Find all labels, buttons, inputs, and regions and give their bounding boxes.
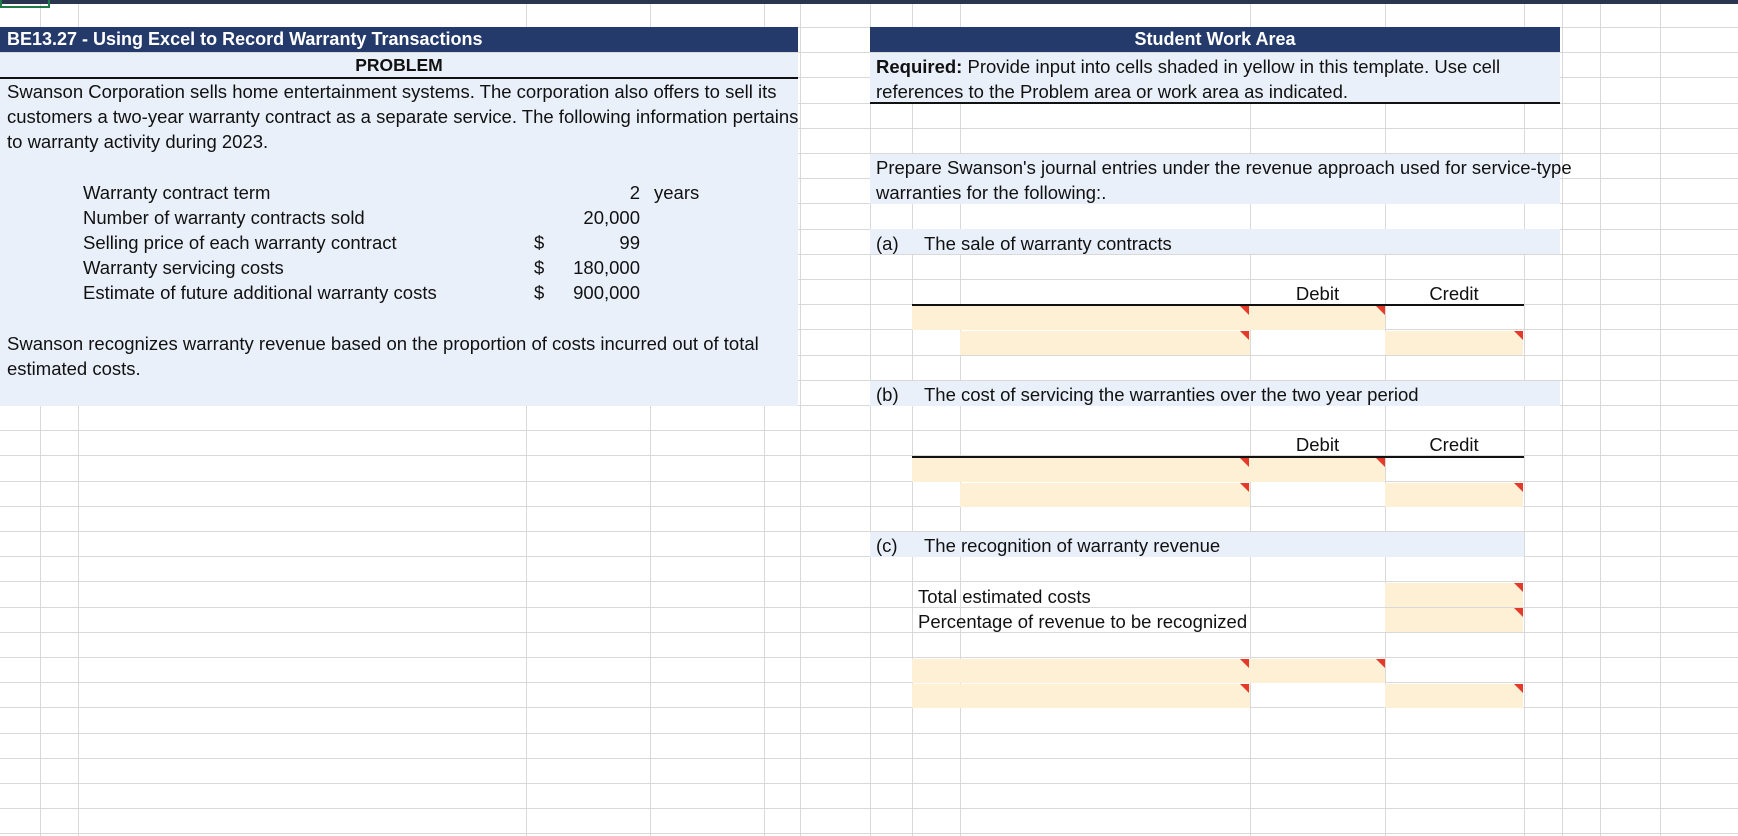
part-c-credit-amount-input[interactable] <box>1385 684 1523 708</box>
item-value-future-costs: 900,000 <box>573 282 640 303</box>
comment-indicator-icon[interactable] <box>1240 331 1249 340</box>
comment-indicator-icon[interactable] <box>1514 583 1523 592</box>
problem-title: BE13.27 - Using Excel to Record Warranty Transactions <box>0 27 798 52</box>
item-dollar-servicing-costs: $ <box>534 257 545 278</box>
part-c-debit-amount-input[interactable] <box>1250 659 1385 683</box>
item-label-selling-price: Selling price of each warranty contract <box>83 232 397 253</box>
prepare-line-2: warranties for the following:. <box>876 182 1107 203</box>
percentage-revenue-input[interactable] <box>1385 608 1523 632</box>
problem-intro-line-1: Swanson Corporation sells home entertainment systems. The corporation also offers to sell its <box>7 81 777 102</box>
part-c-letter: (c) <box>876 535 898 556</box>
part-b-credit-amount-input[interactable] <box>1385 483 1523 507</box>
item-value-servicing-costs: 180,000 <box>573 257 640 278</box>
comment-indicator-icon[interactable] <box>1514 483 1523 492</box>
part-c-credit-account-input[interactable] <box>912 684 1250 708</box>
problem-intro-line-3: to warranty activity during 2023. <box>7 131 269 152</box>
comment-indicator-icon[interactable] <box>1240 659 1249 668</box>
comment-indicator-icon[interactable] <box>1514 331 1523 340</box>
part-a-letter: (a) <box>876 233 899 254</box>
problem-heading: PROBLEM <box>355 55 443 75</box>
part-a-credit-amount-input[interactable] <box>1385 331 1523 355</box>
part-b-debit-account-input[interactable] <box>912 458 1250 482</box>
item-dollar-selling-price: $ <box>534 232 545 253</box>
part-a-credit-account-input[interactable] <box>960 331 1250 355</box>
comment-indicator-icon[interactable] <box>1240 483 1249 492</box>
comment-indicator-icon[interactable] <box>1240 458 1249 467</box>
part-a-text: The sale of warranty contracts <box>924 233 1172 254</box>
total-estimated-costs-label: Total estimated costs <box>918 586 1091 607</box>
prepare-line-1: Prepare Swanson's journal entries under the revenue approach used for service-type <box>876 157 1572 178</box>
part-c-debit-account-input[interactable] <box>912 659 1250 683</box>
total-estimated-costs-input[interactable] <box>1385 583 1523 607</box>
required-line-2: references to the Problem area or work area as indicated. <box>876 81 1348 102</box>
item-unit-contract-term: years <box>654 182 700 203</box>
part-b-debit-header: Debit <box>1295 434 1340 455</box>
item-label-future-costs: Estimate of future additional warranty costs <box>83 282 437 303</box>
part-c-text: The recognition of warranty revenue <box>924 535 1221 556</box>
part-b-credit-header: Credit <box>1429 434 1479 455</box>
sheet-top-border <box>0 0 1738 4</box>
comment-indicator-icon[interactable] <box>1514 608 1523 617</box>
selected-cell-indicator[interactable] <box>0 0 50 8</box>
part-b-credit-account-input[interactable] <box>960 483 1250 507</box>
item-value-selling-price: 99 <box>619 232 640 253</box>
part-a-debit-header: Debit <box>1295 283 1340 304</box>
required-line-1 <box>876 53 1500 81</box>
problem-intro-line-2: customers a two-year warranty contract as a separate service. The following information pertains <box>7 106 799 127</box>
required-underline <box>870 102 1560 104</box>
item-label-contracts-sold: Number of warranty contracts sold <box>83 207 365 228</box>
comment-indicator-icon[interactable] <box>1240 684 1249 693</box>
part-a-debit-account-input[interactable] <box>912 306 1250 330</box>
item-value-contracts-sold: 20,000 <box>583 207 640 228</box>
part-b-text: The cost of servicing the warranties over the two year period <box>924 384 1419 405</box>
part-b-debit-amount-input[interactable] <box>1250 458 1385 482</box>
item-label-servicing-costs: Warranty servicing costs <box>83 257 284 278</box>
required-label: Required: <box>876 56 963 77</box>
item-value-contract-term: 2 <box>629 182 640 203</box>
comment-indicator-icon[interactable] <box>1376 458 1385 467</box>
comment-indicator-icon[interactable] <box>1376 659 1385 668</box>
problem-note-line-1: Swanson recognizes warranty revenue based on the proportion of costs incurred out of total <box>7 333 759 354</box>
comment-indicator-icon[interactable] <box>1376 306 1385 315</box>
comment-indicator-icon[interactable] <box>1514 684 1523 693</box>
work-area-title: Student Work Area <box>870 27 1560 52</box>
item-label-contract-term: Warranty contract term <box>83 182 271 203</box>
item-dollar-future-costs: $ <box>534 282 545 303</box>
required-instructions: Provide input into cells shaded in yellow in this template. Use cell <box>967 56 1501 77</box>
problem-note-line-2: estimated costs. <box>7 358 141 379</box>
percentage-revenue-label: Percentage of revenue to be recognized <box>918 611 1248 632</box>
part-a-credit-header: Credit <box>1429 283 1479 304</box>
comment-indicator-icon[interactable] <box>1240 306 1249 315</box>
part-a-debit-amount-input[interactable] <box>1250 306 1385 330</box>
part-b-letter: (b) <box>876 384 899 405</box>
